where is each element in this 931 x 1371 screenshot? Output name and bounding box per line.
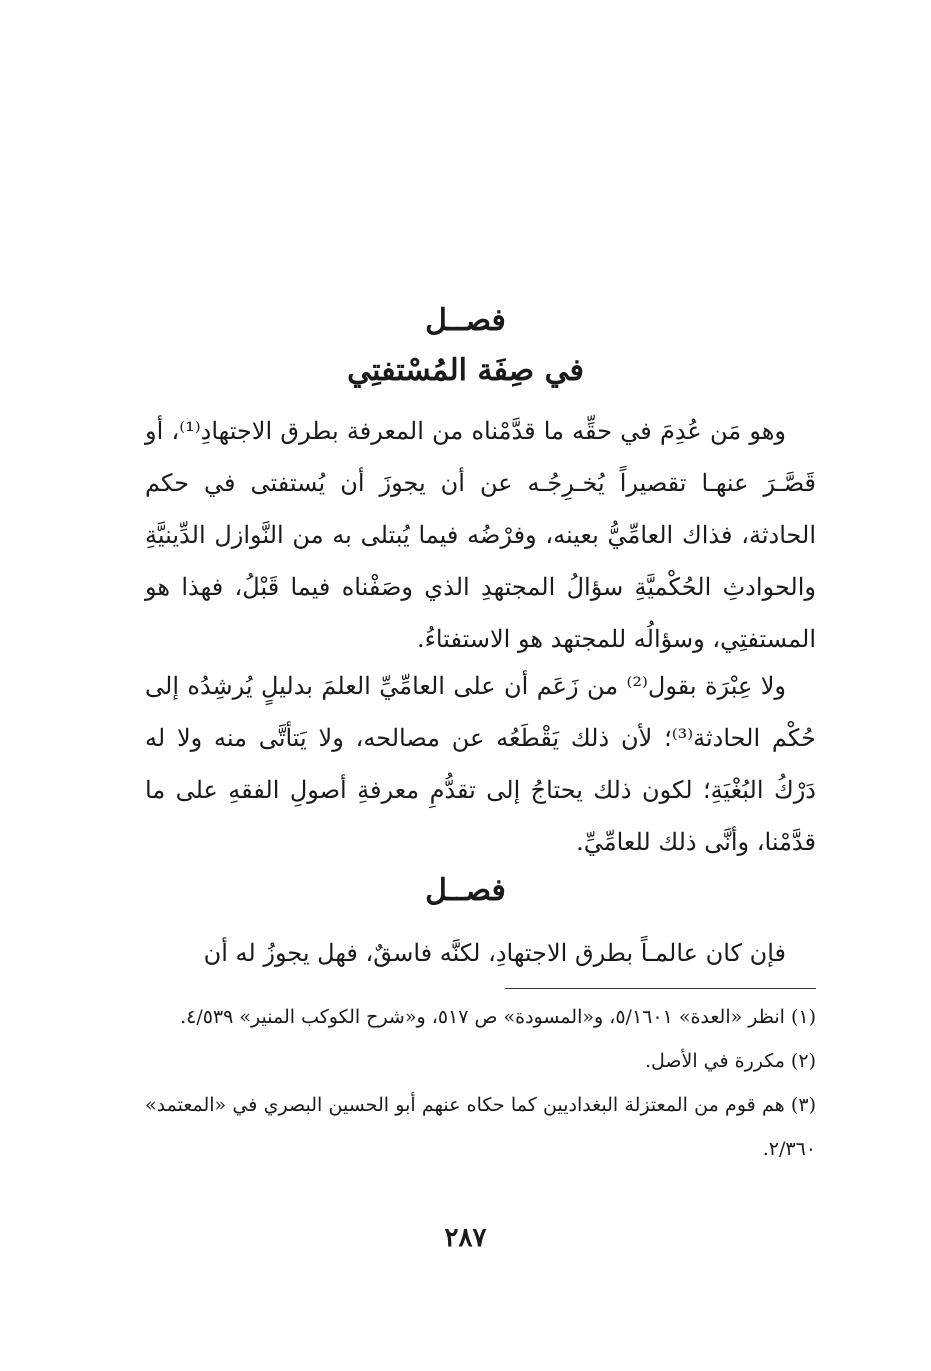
section-subtitle: في صِفَة المُسْتفتِي [347, 353, 584, 388]
body-paragraph-1: وهو مَن عُدِمَ في حقِّه ما قدَّمْناه من المعرفة بطرق الاجتهادِ⁽¹⁾، أو قَصَّـرَ عنهـا تقصيراً يُخـرِجُـه عن أن يجوزَ أن يُستفتى في حكم الحادثة، فذاك العامِّيُّ بعينه، وفرْضُه فيما يُبتلى به من النَّوازل الدِّينيَّةِ والحوادثِ الحُكْميَّةِ سؤالُ المجتهدِ الذي وصَفْناه فيما قَبْلُ، فهذا هو المستفتِي، وسؤالُه للمجتهد هو الاستفتاءُ. [145, 417, 817, 653]
body-paragraph-2: ولا عِبْرَة بقول⁽²⁾ من زَعَم أن على العامِّيِّ العلمَ بدليلٍ يُرشِدُه إلى حُكْم الحادثة⁽³⁾؛ لأن ذلك يَقْطَعُه عن مصالحه، ولا يَتأتَّى منه ولا له دَرْكُ البُغْيَةِ؛ لكون ذلك يحتاجُ إلى تقدُّمِ معرفةِ أصولِ الفقهِ على ما قدَّمْنا، وأنَّى ذلك للعامِّيِّ. [145, 672, 816, 856]
footnote-1: (١) انظر «العدة» ٥/١٦٠١، و«المسودة» ص ٥١٧، و«شرح الكوكب المنير» ٤/٥٣٩. [180, 1006, 816, 1028]
section-heading: فصــل [425, 303, 506, 338]
footnotes [145, 995, 816, 1171]
footnote-3: (٣) هم قوم من المعتزلة البغداديين كما حكاه عنهم أبو الحسين البصري في «المعتمد» ٢/٣٦٠. [145, 1094, 816, 1160]
body-paragraph-3: فإن كان عالمـاً بطرق الاجتهادِ، لكنَّه فاسقٌ، فهل يجوزُ له أن [203, 939, 786, 967]
footnote-2: (٢) مكررة في الأصل. [644, 1050, 816, 1072]
page-number: ٢٨٧ [444, 1223, 487, 1253]
footnote-divider [505, 988, 816, 989]
section-heading-2: فصــل [425, 873, 506, 908]
